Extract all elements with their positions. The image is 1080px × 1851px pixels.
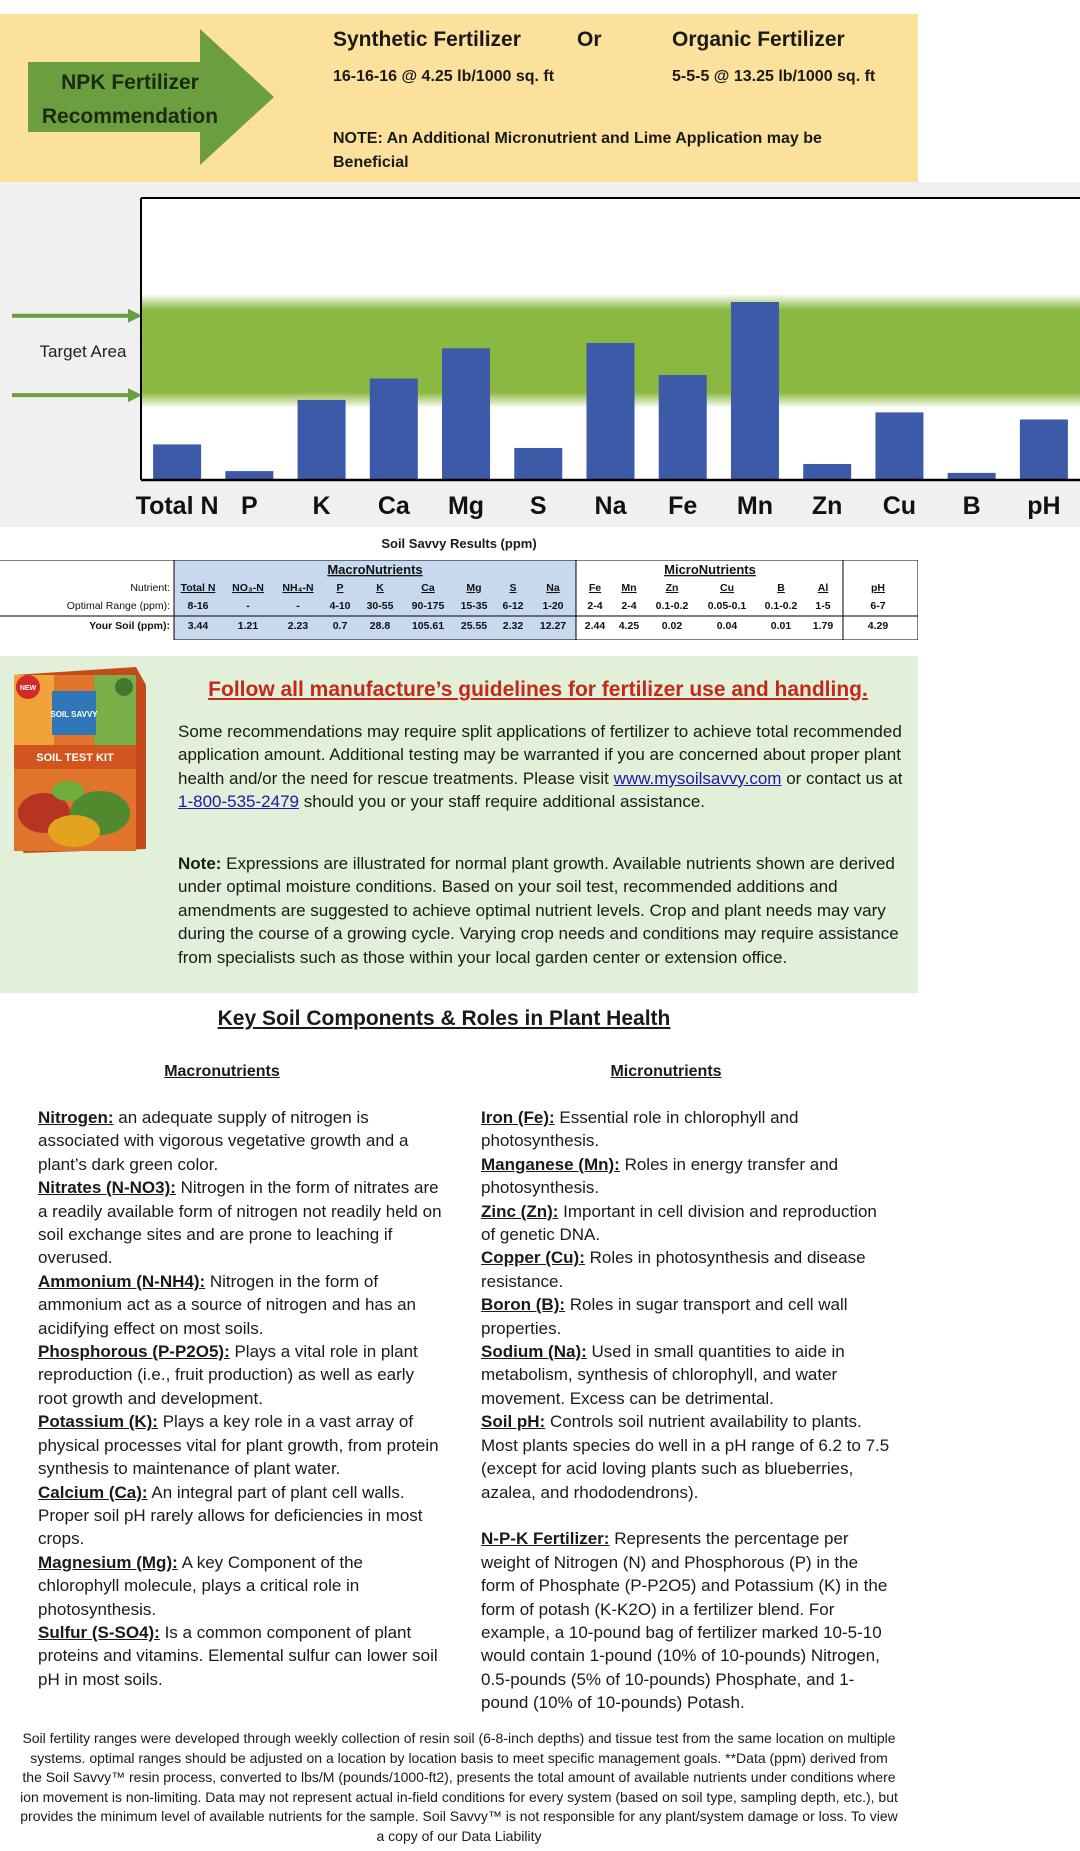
copper-entry [481,1246,891,1293]
row-label: Your Soil (ppm): [89,620,170,632]
manganese-entry [481,1153,891,1200]
entry-term: N-P-K Fertilizer: [481,1529,610,1549]
x-tick-label: K [312,492,331,520]
group-heading: MicroNutrients [664,562,756,577]
note-label: Note: [178,854,222,873]
entry-text: An integral part of plant cell walls. Proper soil pH rarely allows for deficiencies in most crops. [38,1482,423,1549]
x-tick-label: Mn [736,492,774,520]
your-soil-cell: 2.44 [584,620,606,632]
or-label: Or [577,28,602,51]
nutrient-header: Al [817,582,829,594]
banner-note: NOTE: An Additional Micronutrient and Lime Application may be Beneficial [333,130,822,171]
website-link[interactable]: www.mysoilsavvy.com [613,768,782,788]
your-soil-cell: 0.02 [661,620,683,632]
entry-term: Sulfur (S-SO4): [38,1622,160,1642]
your-soil-cell: 2.23 [287,620,309,632]
bar-mg [442,348,490,480]
x-tick-label: Zn [811,492,843,520]
entry-text: Important in cell division and reproduction of genetic DNA. [481,1201,877,1245]
results-table [0,560,918,640]
optimal-range-cell: 90-175 [411,600,445,612]
entry-text: Plays a vital role in plant reproduction (i.e., fruit production) as well as early root growth and development. [38,1342,418,1408]
your-soil-cell: 0.01 [770,620,792,632]
nutrient-header: NH₄-N [282,582,314,594]
boron-entry [481,1293,891,1340]
entry-text: Nitrogen in the form of nitrates are a readily available form of nitrogen not readily held on soil exchange sites and are prone to leaching if overused. [38,1178,442,1268]
calcium-entry [38,1481,442,1551]
your-soil-cell: 4.29 [867,620,889,632]
row-label: Optimal Range (ppm): [66,600,170,612]
entry-term: Phosphorous (P-P2O5): [38,1342,230,1362]
entry-text: Plays a key role in a vast array of physical processes vital for plant growth, from protein synthesis to maintenance of plant water. [38,1412,439,1479]
kit-product-label: SOIL TEST KIT [36,752,114,764]
entry-text: Represents the percentage per weight of Nitrogen (N) and Phosphorous (P) in the form of Phosphate (P-P2O5) and Potassium (K) in the form of potash (K-K2O) in a fertilizer blend. For example, a 10-pound bag of fertilizer marked 10-5-10 would contain 1-pound (10% of 10-pounds) Nitrogen, 0.5-pounds (5% of 10-pounds) Phosphate, and 1-pound (10% of 10-pounds) Potash. [481,1529,888,1713]
iron-entry [481,1106,891,1153]
entry-term: Boron (B): [481,1295,566,1315]
entry-term: Calcium (Ca): [38,1482,148,1502]
macronutrient-descriptions [38,1106,442,1691]
optimal-range-cell: 0.1-0.2 [764,600,798,612]
nutrient-header: Zn [665,582,679,594]
nutrient-header: B [777,582,785,594]
key-soil-components-title: Key Soil Components & Roles in Plant Health [217,1007,671,1030]
bar-p [225,471,273,480]
recommendations-text: Some recommendations may require split applications of fertilizer to achieve total recommended application amount. Additional testing may be warranted if you are concerned about proper plant health and/or the need for rescue treatments. Please visit [178,722,902,788]
nutrient-header: Cu [720,582,734,594]
sulfur-entry [38,1621,442,1691]
entry-text: Roles in sugar transport and cell wall properties. [481,1295,848,1338]
target-arrow-icon [128,388,142,402]
x-tick-label: Fe [668,492,698,520]
nutrient-header: Mn [621,582,637,594]
soil-ph-entry [481,1410,891,1504]
x-tick-label: S [529,492,547,520]
bar-total-n [153,444,201,480]
entry-term: Zinc (Zn): [481,1201,559,1221]
entry-text: Roles in energy transfer and photosynthesis. [481,1154,839,1198]
entry-term: Sodium (Na): [481,1342,587,1362]
your-soil-cell: 0.7 [332,620,348,632]
optimal-range-cell: 4-10 [329,600,351,612]
optimal-range-cell: 1-20 [542,600,564,612]
optimal-range-cell: 6-7 [870,600,886,612]
entry-text: Roles in photosynthesis and disease resistance. [481,1248,866,1291]
spacer [481,1504,891,1527]
your-soil-cell: 12.27 [539,620,567,632]
nutrient-header: Mg [466,582,482,594]
entry-text: A key Component of the chlorophyll molecule, plays a critical role in photosynthesis. [38,1552,364,1619]
entry-term: Nitrates (N-NO3): [38,1178,176,1198]
x-tick-label: Cu [882,492,917,520]
synthetic-fertilizer-title: Synthetic Fertilizer [333,28,521,51]
zinc-entry [481,1200,891,1247]
x-tick-label: P [241,492,258,520]
macronutrients-heading: Macronutrients [164,1063,280,1080]
entry-text: Used in small quantities to aide in metabolism, synthesis of chlorophyll, and water movement. Excess can be detrimental. [481,1342,845,1408]
optimal-range-cell: - [296,600,300,612]
entry-text: an adequate supply of nitrogen is associated with vigorous vegetative growth and a plant’s dark green color. [38,1108,409,1174]
your-soil-cell: 4.25 [618,620,640,632]
ammonium-entry [38,1270,442,1340]
nitrates-entry [38,1176,442,1270]
optimal-range-cell: 6-12 [502,600,524,612]
nutrient-bar-chart [0,182,1080,527]
x-tick-label: Ca [377,492,410,520]
kit-brand-label: SOIL SAVVY [50,710,98,719]
nutrient-header: P [336,582,344,594]
x-tick-label: Mg [447,492,485,520]
optimal-range-cell: 2-4 [587,600,603,612]
note-text: Expressions are illustrated for normal plant growth. Available nutrients shown are derived under optimal moisture conditions. Based on your soil test, recommended additions and amendments are suggested to achieve optimal nutrient levels. Crop and plant needs may vary during the course of a growing cycle. Varying crop needs and conditions may require assistance from specialists such as those within your local garden center or extension office. [178,854,899,967]
phosphorous-entry [38,1340,442,1410]
your-soil-cell: 105.61 [411,620,445,632]
npk-recommendation-label: NPK Fertilizer Recommendation [41,71,219,128]
bar-s [514,448,562,480]
sodium-entry [481,1340,891,1410]
synthetic-rate: 16-16-16 @ 4.25 lb/1000 sq. ft [333,68,555,85]
nutrient-header: Na [546,582,560,594]
micronutrient-descriptions [481,1106,891,1715]
nitrogen-entry [38,1106,442,1176]
target-area-label: Target Area [39,341,127,361]
target-arrow-icon [128,309,142,323]
nutrient-header: Total N [180,582,216,594]
guidelines-heading: Follow all manufacture’s guidelines for fertilizer use and handling. [208,678,868,701]
footnote: Soil fertility ranges were developed through weekly collection of resin soil (6-8-inch depths) and tissue test from the same location on multiple systems. optimal ranges should be adjusted on a location by location basis to meet specific management goals. **Data (ppm) derived from the Soil Savvy™ resin process, converted to lbs/M (pounds/1000-ft2), presents the total amount of available nutrients under conditions where ion movement is non-limiting. Data may not represent actual in-field conditions for every system (based on soil type, sampling depth, etc.), but provides the minimum level of available nutrients for the sample. Soil Savvy™ is not responsible for any plant/system damage or loss. To view a copy of our Data Liability [20,1730,898,1844]
recommendations-paragraph [178,720,908,814]
soil-test-kit-image [8,663,148,853]
x-tick-label: Na [594,492,627,520]
entry-text: Controls soil nutrient availability to plants. Most plants species do well in a pH range of 6.2 to 7.5 (except for acid loving plants such as blueberries, azalea, and rhododendrons). [481,1412,890,1502]
note-paragraph [178,852,908,969]
optimal-range-cell: 0.05-0.1 [707,600,747,612]
entry-term: Soil pH: [481,1412,546,1432]
optimal-range-cell: - [246,600,250,612]
contact-text: or contact us at [781,768,903,788]
entry-text: Is a common component of plant proteins and vitamins. Elemental sulfur can lower soil pH in most soils. [38,1622,438,1689]
kit-new-label: NEW [19,685,37,692]
bar-na [587,343,635,480]
npk-fertilizer-entry [481,1527,891,1714]
organic-rate: 5-5-5 @ 13.25 lb/1000 sq. ft [672,68,876,85]
entry-term: Iron (Fe): [481,1108,555,1127]
optimal-range-cell: 8-16 [187,600,209,612]
x-tick-label: Total N [135,492,219,520]
optimal-range-cell: 30-55 [366,600,394,612]
nutrient-header: K [376,582,384,594]
row-label: Nutrient: [130,582,170,594]
entry-term: Magnesium (Mg): [38,1552,178,1572]
entry-term: Nitrogen: [38,1108,114,1127]
optimal-range-cell: 1-5 [815,600,831,612]
optimal-range-cell: 15-35 [460,600,488,612]
assistance-text: should you or your staff require additional assistance. [298,792,706,812]
entry-term: Copper (Cu): [481,1248,585,1268]
your-soil-cell: 3.44 [187,620,209,632]
organic-fertilizer-title: Organic Fertilizer [672,28,845,51]
recommendation-banner [0,14,918,182]
entry-term: Manganese (Mn): [481,1154,620,1174]
nutrient-header: S [509,582,517,594]
entry-term: Ammonium (N-NH4): [38,1271,206,1291]
bar-k [298,400,346,480]
nutrient-header: Fe [588,582,602,594]
bar-zn [803,464,851,480]
group-heading: MacroNutrients [327,562,423,577]
x-tick-label: pH [1027,492,1061,520]
bar-mn [731,302,779,480]
phone-link[interactable]: 1-800-535-2479 [178,792,299,812]
bar-cu [875,412,923,480]
nutrient-header: pH [871,582,885,594]
optimal-range-cell: 2-4 [621,600,637,612]
bar-fe [659,375,707,480]
your-soil-cell: 0.04 [716,620,738,632]
x-tick-label: B [962,492,981,520]
your-soil-cell: 28.8 [369,620,391,632]
results-title: Soil Savvy Results (ppm) [381,536,537,551]
your-soil-cell: 1.21 [237,620,259,632]
entry-term: Potassium (K): [38,1412,158,1432]
nutrient-header: Ca [421,582,435,594]
nutrient-header: NO₃-N [232,582,264,594]
potassium-entry [38,1410,442,1480]
micronutrients-heading: Micronutrients [610,1063,722,1080]
optimal-range-cell: 0.1-0.2 [655,600,689,612]
your-soil-cell: 2.32 [502,620,524,632]
your-soil-cell: 25.55 [460,620,488,632]
entry-text: Essential role in chlorophyll and photosynthesis. [481,1108,799,1151]
magnesium-entry [38,1551,442,1621]
entry-text: Nitrogen in the form of ammonium act as a source of nitrogen and has an acidifying effect on most soils. [38,1271,416,1338]
bar-ca [370,379,418,480]
bar-ph [1020,419,1068,480]
your-soil-cell: 1.79 [812,620,834,632]
